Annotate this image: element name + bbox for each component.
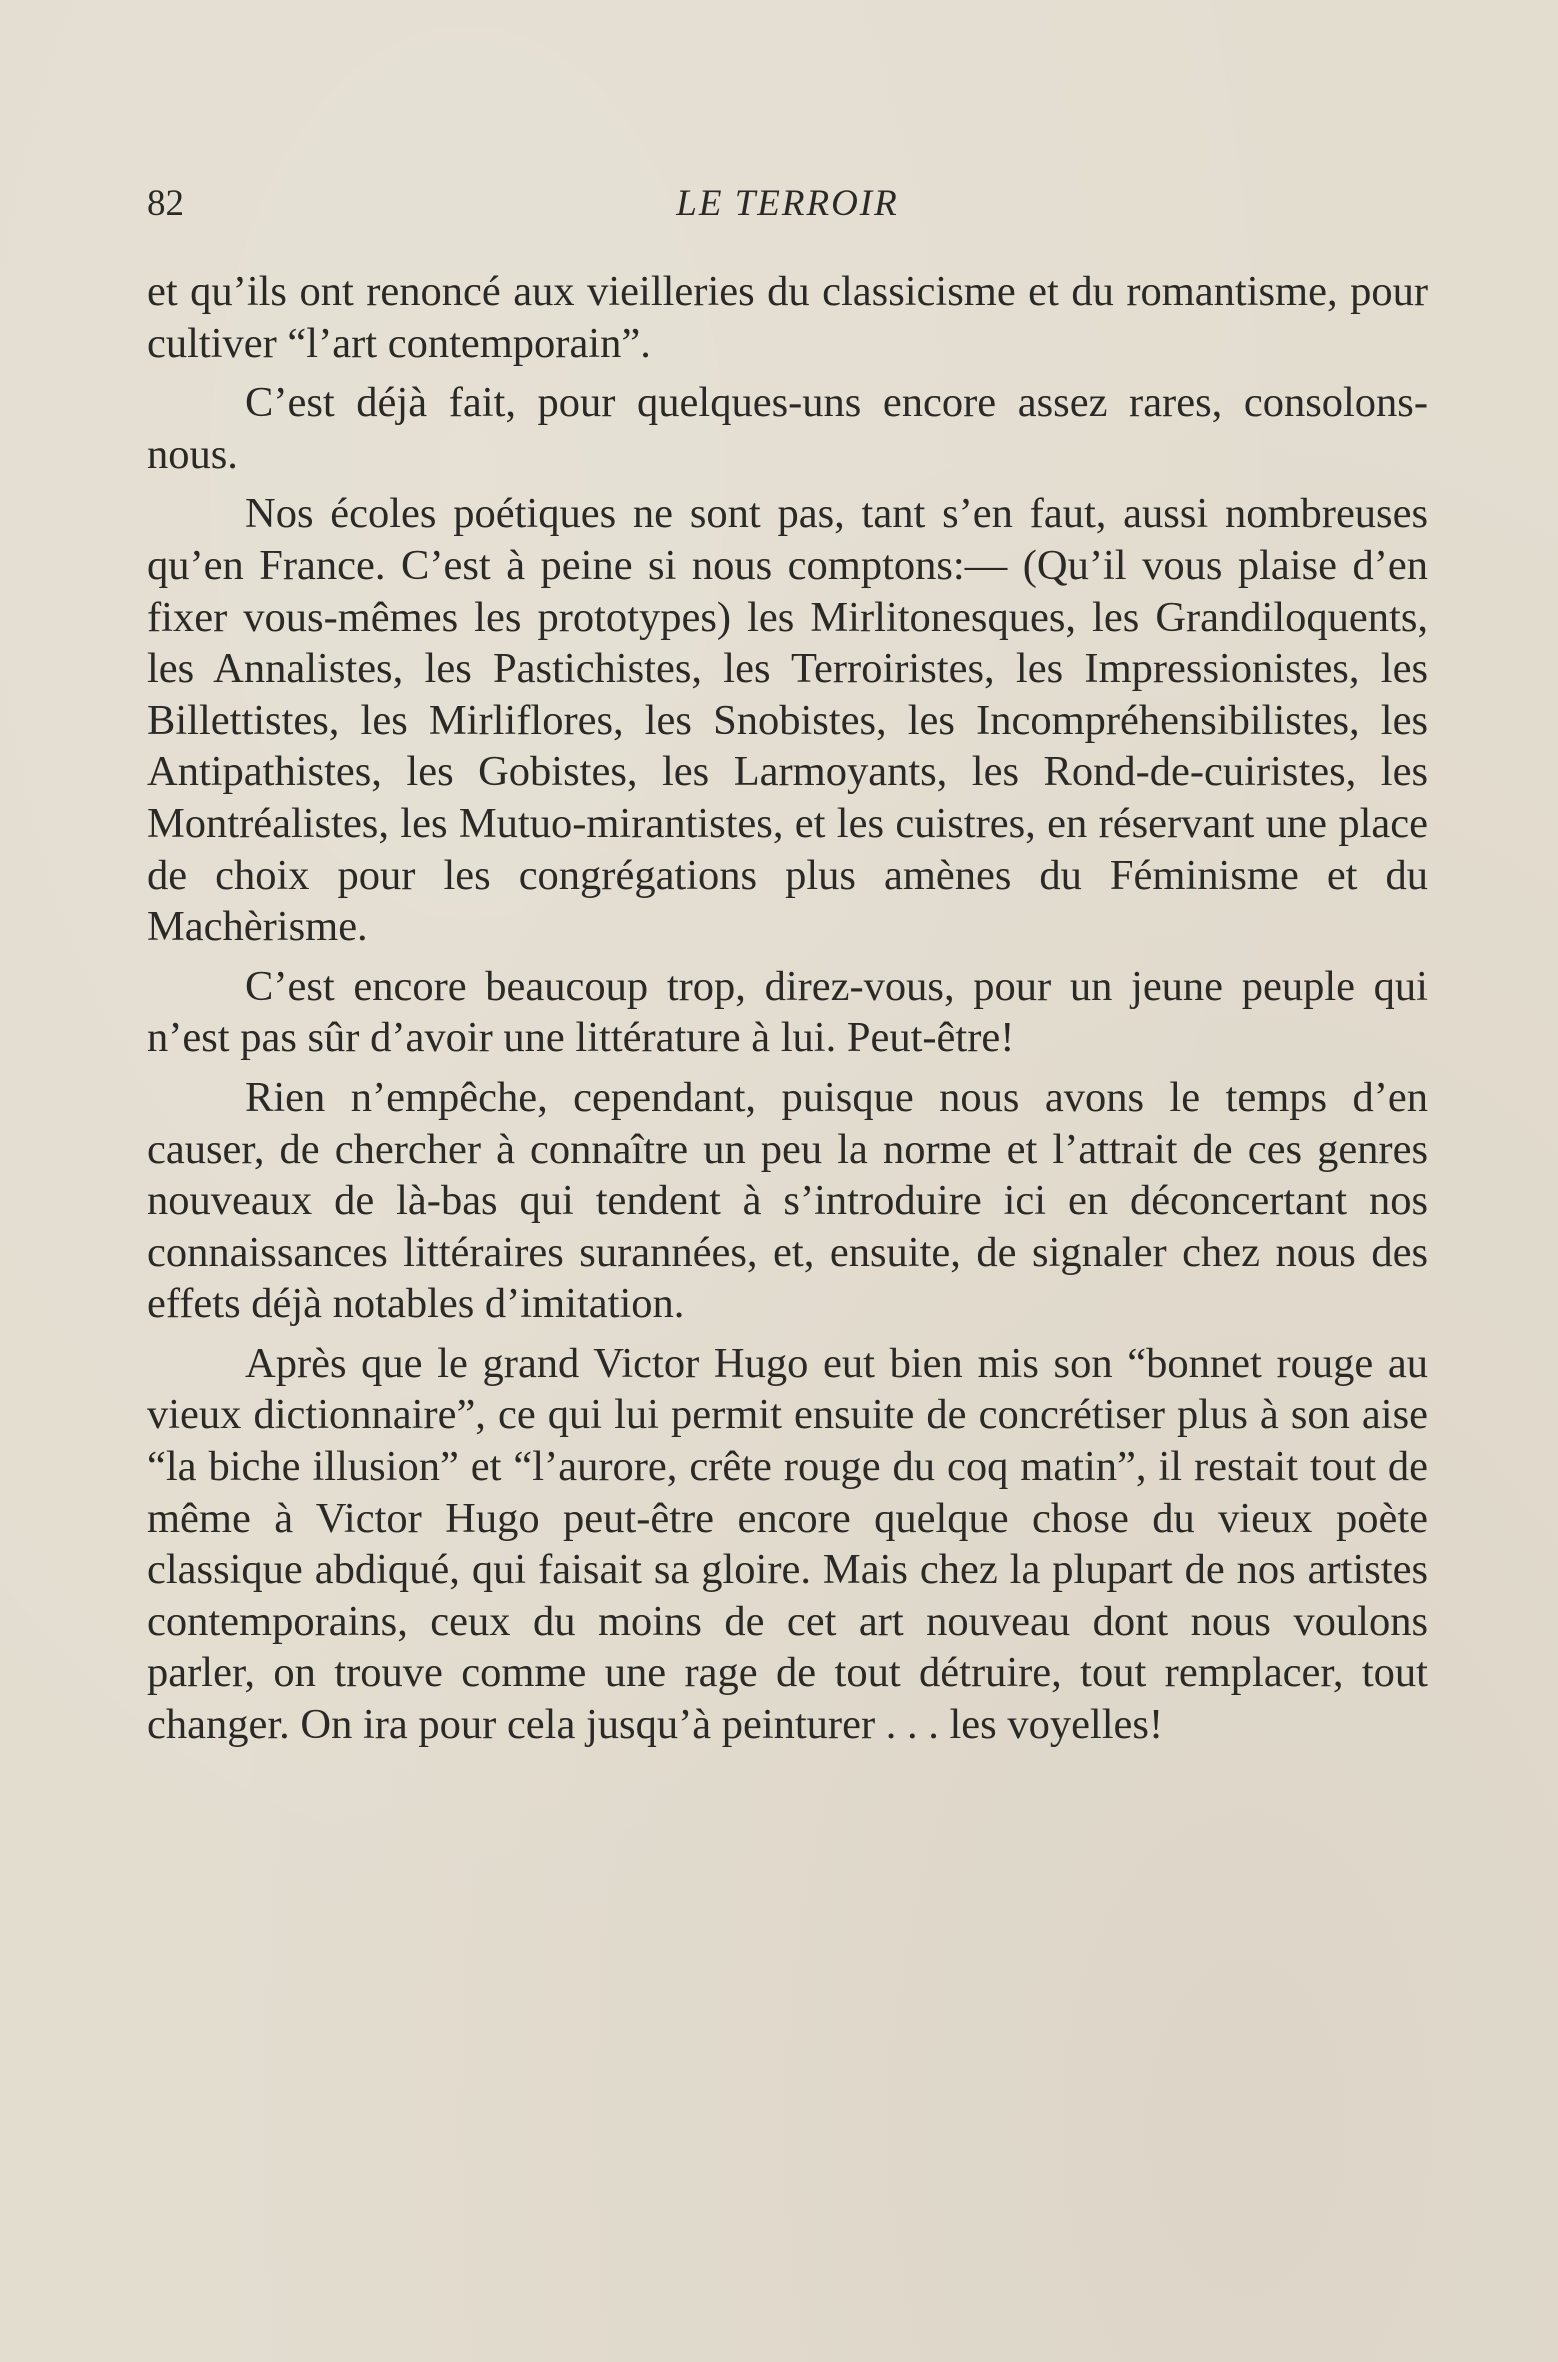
paragraph: Nos écoles poétiques ne sont pas, tant s’en faut, aussi nombreuses qu’en France. C’est à peine si nous comptons:— (Qu’il vous plaise d’en fixer vous-mêmes les prototypes) les Mirlitonesques, les Grandiloquents, les Annalistes, les Pastichistes, les Terroiristes, les Impressionistes, les Billettistes, les Mirliflores, les Snobistes, les Incompréhensibilistes, les Antipathistes, les Gobistes, les Larmoyants, les Rond-de-cuiristes, les Montréalistes, les Mutuo-mirantistes, et les cuistres, en réservant une place de choix pour les congrégations plus amènes du Féminisme et du Machèrisme. [147, 490, 1428, 951]
paragraph-continuation: et qu’ils ont renoncé aux vieilleries du classicisme et du romantisme, pour cultiver “l’art contemporain”. [147, 268, 1428, 367]
paragraph: Après que le grand Victor Hugo eut bien mis son “bonnet rouge au vieux dictionnaire”, ce qui lui permit ensuite de concrétiser plus à son aise “la biche illusion” et “l’aurore, crête rouge du coq matin”, il restait tout de même à Victor Hugo peut-être encore quelque chose du vieux poète classique abdiqué, qui faisait sa gloire. Mais chez la plupart de nos artistes contemporains, ceux du moins de cet art nouveau dont nous voulons parler, on trouve comme une rage de tout détruire, tout remplacer, tout changer. On ira pour cela jusqu’à peinturer . . . les voyelles! [147, 1339, 1428, 1749]
page-number: 82 [147, 183, 184, 224]
running-title: LE TERROIR [676, 183, 899, 224]
body-text [147, 266, 1428, 1759]
paragraph: C’est déjà fait, pour quelques-uns encore assez rares, consolons-nous. [147, 379, 1428, 478]
paragraph: Rien n’empêche, cependant, puisque nous avons le temps d’en causer, de chercher à connaître un peu la norme et l’attrait de ces genres nouveaux de là-bas qui tendent à s’introduire ici en déconcertant nos connaissances littéraires surannées, et, ensuite, de signaler chez nous des effets déjà notables d’imitation. [147, 1073, 1428, 1328]
paragraph: C’est encore beaucoup trop, direz-vous, pour un jeune peuple qui n’est pas sûr d’avoir une littérature à lui. Peut-être! [147, 962, 1428, 1062]
running-header [147, 174, 1428, 234]
